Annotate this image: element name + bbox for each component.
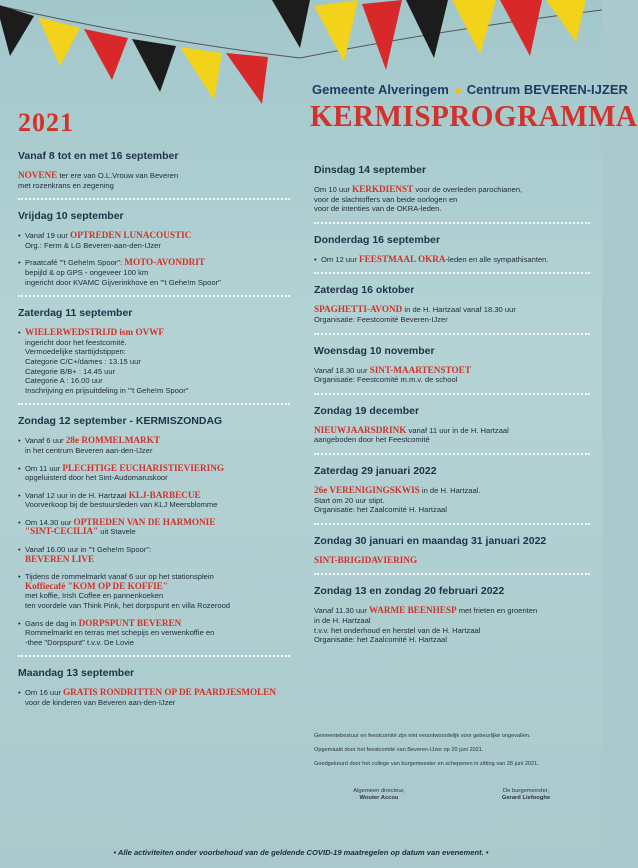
event-name: Koffiecafé "KOM OP DE KOFFIE" — [25, 580, 168, 591]
event-name: WARME BEENHESP — [369, 605, 457, 616]
section-date-heading: Zondag 13 en zondag 20 februari 2022 — [314, 585, 505, 598]
event-detail-line: Org.: Ferm & LG Beveren-aan-den-IJzer — [25, 240, 161, 250]
program-section — [314, 234, 590, 275]
event-name: SINT-BRIGIDAVIERING — [314, 554, 418, 565]
event-name: KERKDIENST — [351, 184, 414, 194]
event-name: FEESTMAAL OKRA — [358, 253, 446, 264]
section-date-heading: Zondag 19 december — [314, 404, 420, 417]
dotted-divider — [314, 453, 590, 455]
event-detail-line: -thee "Dorpspunt" t.v.v. De Lovie — [25, 637, 134, 647]
event-line — [25, 527, 290, 537]
signature-director — [334, 788, 424, 803]
event-name: SPAGHETTI-AVOND — [314, 304, 403, 315]
event-line — [314, 305, 590, 315]
section-date-heading: Maandag 13 september — [18, 667, 135, 680]
event-item — [314, 426, 590, 445]
left-column — [18, 150, 290, 716]
event-time: Vanaf 12 uur in de H. Hartzaal — [25, 490, 129, 500]
year-heading: 2021 — [18, 108, 74, 137]
flag-red — [226, 53, 268, 104]
event-item — [18, 688, 290, 707]
event-time: Om 16 uur — [25, 688, 63, 698]
dotted-divider — [314, 222, 590, 224]
event-line — [25, 555, 290, 565]
event-line — [18, 171, 290, 181]
event-detail-line: in de H. Hartzaal — [314, 615, 371, 625]
event-detail-line: ten voordele van Think Pink, het dorpspunt en villa Rozerood — [25, 601, 231, 611]
dotted-divider — [18, 403, 290, 405]
event-detail-line: Organisatie: Feestcomité m.m.v. de school — [314, 375, 458, 385]
event-line — [314, 486, 590, 496]
event-item — [314, 255, 590, 265]
event-line — [314, 606, 590, 616]
event-detail-line: Categorie C/C+/dames : 13.15 uur — [25, 356, 141, 366]
subtitle-left: Gemeente Alveringem — [312, 82, 449, 97]
section-date-heading: Zaterdag 11 september — [18, 307, 133, 320]
flag-black — [406, 0, 448, 58]
flag-black — [0, 4, 34, 56]
event-detail: -leden en alle sympathisanten. — [445, 254, 549, 264]
event-detail-line: Categorie A : 16.00 uur — [25, 376, 103, 386]
event-detail-line: Rommelmarkt en terras met schepijs en verwenkoffie en — [25, 628, 215, 638]
event-item — [18, 436, 290, 455]
event-name: 28e ROMMELMARKT — [65, 435, 160, 446]
event-name: BEVEREN LIVE — [25, 553, 95, 564]
covid-footer: • Alle activiteiten onder voorbehoud van de geldende COVID-19 maatregelen op datum van evenement. • — [113, 848, 489, 857]
section-date-heading: Zaterdag 16 oktober — [314, 284, 415, 297]
program-section — [18, 210, 290, 297]
flag-red — [84, 29, 128, 80]
event-detail-line: voor de intenties van de OKRA-leden. — [314, 204, 442, 214]
flag-black — [272, 0, 310, 48]
section-date-heading: Woensdag 10 november — [314, 344, 435, 357]
note: Opgemaakt door het feestcomité van Beveren-IJzer op 20 juni 2021. — [314, 747, 484, 753]
section-date-heading: Zondag 30 januari en maandag 31 januari 2022 — [314, 534, 547, 547]
event-time: Vanaf 18.30 uur — [314, 365, 370, 375]
event-time: Vanaf 19 uur — [25, 231, 71, 241]
right-column — [314, 164, 590, 653]
event-line — [314, 366, 590, 376]
event-detail-line: Organisatie: het Zaalcomité H. Hartzaal — [314, 505, 447, 515]
dotted-divider — [314, 333, 590, 335]
event-detail-line: voor de slachtoffers van beide oorlogen en — [314, 194, 458, 204]
event-detail: in de H. Hartzaal vanaf 18.30 uur — [402, 305, 516, 315]
event-detail-line: voor de kinderen van Beveren aan-den-IJzer — [25, 698, 176, 707]
event-name: 26e VERENIGINGSKWIS — [314, 484, 420, 495]
event-line — [25, 328, 290, 338]
program-section — [314, 284, 590, 334]
dotted-divider — [314, 523, 590, 525]
event-item — [314, 185, 590, 214]
event-detail-line: Vermoedelijke starttijdstippen: — [25, 347, 126, 357]
event-time: Om 12 uur — [321, 254, 359, 264]
section-date-heading: Zondag 12 september - KERMISZONDAG — [18, 415, 223, 428]
event-name: DORPSPUNT BEVEREN — [78, 617, 182, 628]
event-detail-line: bepijld & op GPS - ongeveer 100 km — [25, 267, 149, 277]
event-time: Om 14.30 uur — [25, 517, 74, 527]
event-line — [25, 258, 290, 268]
event-item — [314, 486, 590, 515]
event-detail: voor de overleden parochianen, — [413, 185, 523, 194]
event-name: NIEUWJAARSDRINK — [314, 424, 407, 435]
flag-yellow — [180, 47, 222, 100]
event-detail-line: met koffie, Irish Coffee en pannenkoeken — [25, 591, 164, 601]
event-line — [25, 436, 290, 446]
event-item — [18, 231, 290, 250]
signature-name: Wouter Accou — [359, 795, 399, 802]
event-name: OPTREDEN LUNACOUSTIC — [70, 230, 192, 241]
event-time: Gans de dag in — [25, 618, 79, 628]
municipality-subtitle — [312, 82, 628, 97]
event-item — [18, 328, 290, 395]
flag-black — [132, 39, 176, 92]
subtitle-right: Centrum BEVEREN-IJZER — [466, 82, 628, 97]
event-item — [18, 518, 290, 537]
flag-red — [500, 0, 542, 56]
event-time: Vanaf 11.30 uur — [314, 606, 370, 616]
event-name: GRATIS RONDRITTEN OP DE PAARDJESMOLEN — [62, 687, 277, 698]
event-detail-line: t.v.v. het onderhoud en herstel van de H. Hartzaal — [314, 625, 481, 635]
flag-yellow — [452, 0, 496, 54]
event-detail-line: aangeboden door het Feestcomité — [314, 435, 430, 445]
event-item — [18, 545, 290, 564]
program-section — [314, 345, 590, 395]
event-line — [25, 619, 290, 629]
event-time: Vanaf 16.00 uur in "'t Gehe!m Spoor": — [25, 545, 152, 555]
program-section — [18, 415, 290, 657]
event-detail-line: Organisatie: het Zaalcomité H. Hartzaal — [314, 635, 447, 645]
note: Goedgekeurd door het college van burgemeester en schepenen in zitting van 28 juni 2021. — [314, 761, 539, 767]
event-time: Vanaf 6 uur — [25, 436, 66, 446]
section-date-heading: Vrijdag 10 september — [18, 210, 124, 223]
event-item — [314, 366, 590, 385]
note: Gemeentebestuur en feestcomité zijn niet verantwoordelijk voor gebeurlijke ongevallen. — [314, 733, 531, 739]
signature-role: Algemeen directeur, — [353, 788, 405, 794]
page-title: KERMISPROGRAMMA — [310, 98, 638, 133]
event-detail-line: ingericht door het feestcomité. — [25, 337, 127, 347]
event-item — [18, 619, 290, 648]
flag-yellow — [314, 0, 358, 62]
event-line — [314, 185, 590, 195]
event-detail-line: Start om 20 uur stipt. — [314, 495, 385, 505]
section-date-heading: Zaterdag 29 januari 2022 — [314, 464, 437, 477]
dotted-divider — [18, 295, 290, 297]
event-item — [18, 171, 290, 190]
section-date-heading: Donderdag 16 september — [314, 233, 441, 246]
event-time: Tijdens de rommelmarkt vanaf 6 uur op het stationsplein — [25, 572, 214, 582]
event-line — [25, 491, 290, 501]
event-line — [25, 688, 290, 698]
section-date-heading: Vanaf 8 tot en met 16 september — [18, 150, 179, 162]
event-detail-line: Inschrijving en prijsuitdeling in "'t Gehe!m Spoor" — [25, 385, 189, 395]
event-detail-line: in het centrum Beveren aan-den-IJzer — [25, 445, 153, 455]
dotted-divider — [18, 655, 290, 657]
program-section — [314, 535, 590, 576]
event-item — [314, 556, 590, 566]
event-name: OPTREDEN VAN DE HARMONIE — [73, 516, 216, 527]
event-line — [25, 464, 290, 474]
event-name: NOVENE — [18, 170, 58, 180]
event-detail-line: opgeluisterd door het Sint-Audomaruskoor — [25, 473, 168, 483]
event-name: SINT-MAARTENSTOET — [369, 364, 471, 375]
event-detail-line: met rozenkrans en zegening — [18, 180, 114, 190]
program-section — [18, 667, 290, 707]
program-section — [18, 150, 290, 200]
dotted-divider — [314, 272, 590, 274]
flag-yellow — [38, 17, 80, 66]
event-line — [314, 426, 590, 436]
dotted-divider — [18, 198, 290, 200]
signature-name: Gerard Liefooghe — [501, 795, 551, 802]
event-detail-line: Voorverkoop bij de bestuursleden van KLJ Meersblomme — [25, 500, 218, 510]
event-detail-line: Categorie B/B+ : 14.45 uur — [25, 366, 116, 376]
event-name: PLECHTIGE EUCHARISTIEVIERING — [62, 462, 225, 473]
event-line — [314, 556, 590, 566]
dotted-divider — [314, 393, 590, 395]
disclaimer-notes — [314, 733, 590, 775]
event-time: Praatcafé "'t Gehe!m Spoor": — [25, 258, 125, 268]
event-name: WIELERWEDSTRIJD ism OVWF — [25, 327, 165, 338]
event-name: MOTO-AVONDRIT — [124, 257, 205, 268]
dotted-divider — [314, 573, 590, 575]
event-item — [18, 491, 290, 510]
event-detail: ter ere van O.L.Vrouw van Beveren — [57, 171, 179, 180]
event-item — [18, 464, 290, 483]
event-name: KLJ-BARBECUE — [128, 489, 201, 500]
program-section — [18, 307, 290, 405]
dot-separator — [455, 88, 461, 94]
flag-yellow — [546, 0, 586, 42]
event-detail-line: ingericht door KVAMC Gijverinkhove en "'t Gehe!m Spoor" — [25, 277, 221, 287]
signature-mayor — [478, 788, 574, 803]
event-name: "SINT-CECILIA" — [25, 526, 99, 537]
event-time: Om 11 uur — [25, 463, 63, 473]
event-detail-line: Organisatie: Feestcomité Beveren-IJzer — [314, 314, 448, 324]
event-line — [25, 231, 290, 241]
event-detail: in de H. Hartzaal. — [419, 485, 481, 495]
program-section — [314, 585, 590, 644]
event-item — [18, 572, 290, 610]
event-detail: met frieten en groenten — [456, 606, 538, 616]
flag-red — [362, 0, 402, 70]
section-date-heading: Dinsdag 14 september — [314, 164, 427, 176]
event-item — [314, 305, 590, 324]
event-time: Om 10 uur — [314, 185, 352, 194]
event-item — [314, 606, 590, 644]
program-section — [314, 465, 590, 525]
event-detail: uit Stavele — [98, 527, 136, 537]
program-section — [314, 405, 590, 455]
event-line — [321, 255, 590, 265]
event-item — [18, 258, 290, 287]
event-line — [25, 582, 290, 592]
event-detail: vanaf 11 uur in de H. Hartzaal — [406, 425, 509, 435]
signature-role: De burgemeester, — [502, 788, 550, 794]
program-section — [314, 164, 590, 224]
